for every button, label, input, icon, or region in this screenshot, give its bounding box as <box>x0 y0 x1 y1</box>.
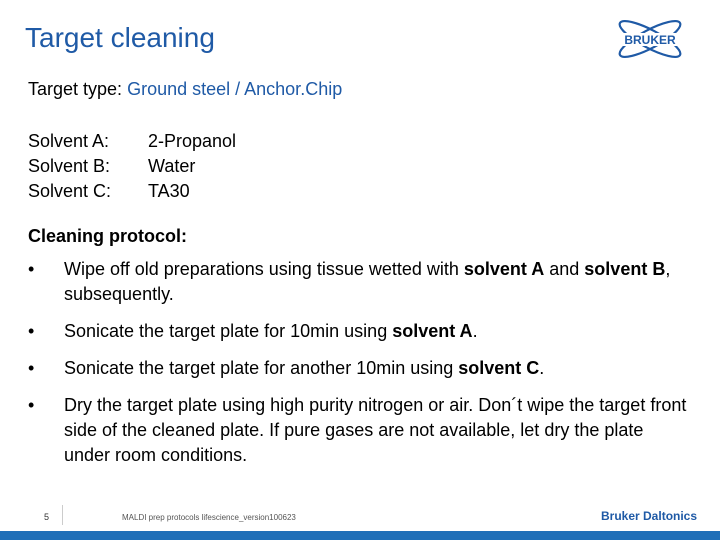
protocol-step <box>28 393 688 468</box>
solvent-label: Solvent C: <box>28 181 112 201</box>
solvent-label: Solvent B: <box>28 156 111 176</box>
footer-divider <box>62 505 63 525</box>
solvent-list <box>28 129 236 204</box>
step-text: Wipe off old preparations using tissue wetted with solvent A and solvent B, subsequently. <box>64 259 671 304</box>
target-type <box>28 79 342 100</box>
target-type-value: Ground steel / Anchor.Chip <box>127 79 343 99</box>
step-text: Dry the target plate using high purity nitrogen or air. Don´t wipe the target front side of the cleaned plate. If pure gases are not available, let dry the plate under room conditions. <box>64 395 687 465</box>
step-text: Sonicate the target plate for 10min using solvent A. <box>64 321 478 341</box>
target-type-label: Target type: <box>28 79 123 99</box>
bullet: • <box>28 395 35 415</box>
bottom-bar <box>0 531 720 540</box>
solvent-value: 2-Propanol <box>148 131 237 151</box>
solvent-value: TA30 <box>148 181 190 201</box>
page-number: 5 <box>44 512 50 522</box>
bruker-logo <box>610 16 690 62</box>
protocol-heading: Cleaning protocol: <box>28 226 187 246</box>
solvent-row <box>28 154 236 179</box>
bullet: • <box>28 259 35 279</box>
protocol-step <box>28 356 688 381</box>
solvent-value: Water <box>148 156 196 176</box>
protocol-list <box>28 257 688 480</box>
footer-brand: Bruker Daltonics <box>601 509 698 523</box>
protocol-step <box>28 257 688 307</box>
slide-title: Target cleaning <box>25 22 215 53</box>
bullet: • <box>28 358 35 378</box>
bullet: • <box>28 321 35 341</box>
footer-document-name: MALDI prep protocols lifescience_version100623 <box>122 513 296 522</box>
solvent-row <box>28 179 236 204</box>
logo-text: BRUKER <box>624 33 676 47</box>
protocol-step <box>28 319 688 344</box>
solvent-row <box>28 129 236 154</box>
solvent-label: Solvent A: <box>28 131 110 151</box>
step-text: Sonicate the target plate for another 10min using solvent C. <box>64 358 545 378</box>
